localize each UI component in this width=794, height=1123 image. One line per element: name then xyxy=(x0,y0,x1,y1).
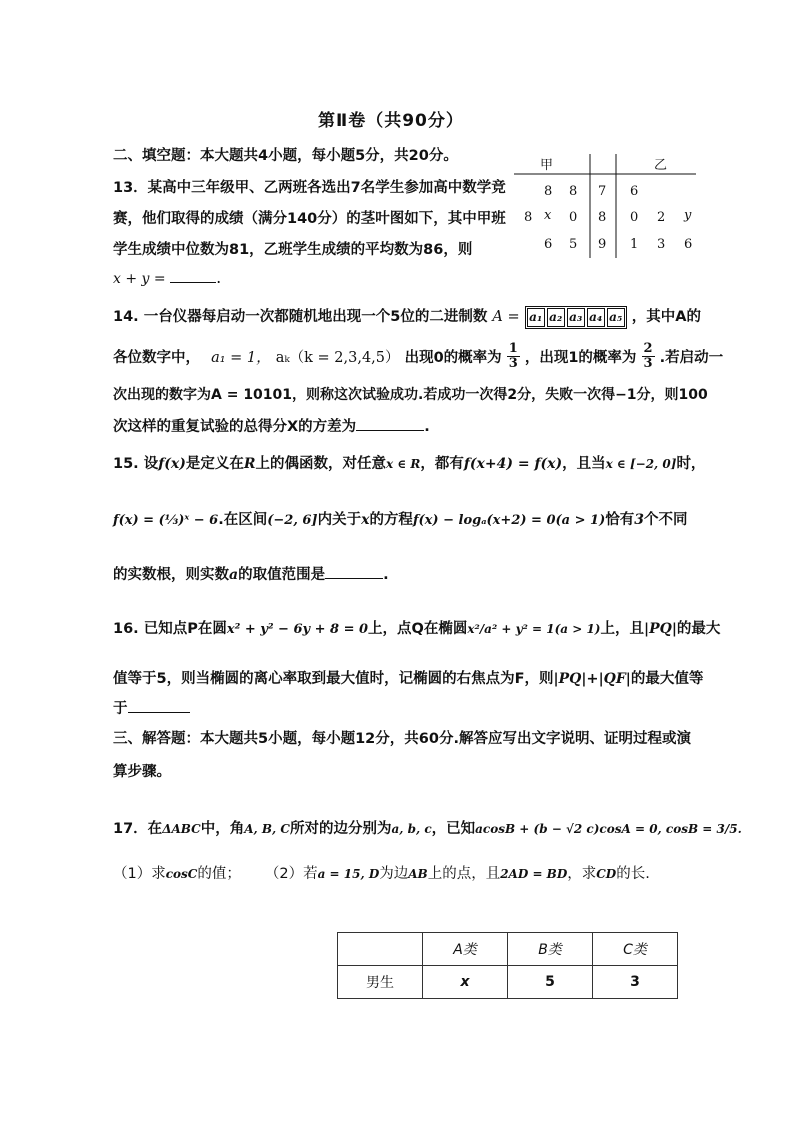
q14-blank[interactable] xyxy=(356,430,424,431)
q14-text: 出现0的概率为 xyxy=(404,350,502,366)
frac-den: 3 xyxy=(643,356,653,371)
q15-text: 15. 设 xyxy=(113,456,159,472)
leaf-right: 6 xyxy=(630,184,639,199)
q17-math: acosB + (b − √2 c)cosA = 0, cosB = 3/5. xyxy=(475,822,742,836)
q15-text: 的取值范围是 xyxy=(238,567,326,583)
stem-left-header: 甲 xyxy=(540,158,554,173)
binary-cell: a₂ xyxy=(547,308,565,327)
category-table xyxy=(337,932,678,999)
q17-math: 2AD = BD xyxy=(500,867,568,881)
leaf-left: 8 xyxy=(569,184,578,199)
table-cell: 5 xyxy=(508,966,593,999)
q17-text: ，求 xyxy=(567,866,597,882)
q17-line1 xyxy=(113,817,742,838)
q16-text: 值等于5，则当椭圆的离心率取到最大值时，记椭圆的右焦点为F，则 xyxy=(113,671,554,687)
fill-in-section-header: 二、填空题：本大题共4小题，每小题5分，共20分。 xyxy=(113,148,458,164)
prob-one-fraction xyxy=(642,342,655,371)
q14-cond2: aₖ（k = 2,3,4,5） xyxy=(275,350,400,366)
prob-zero-fraction xyxy=(507,342,520,371)
frac-num: 2 xyxy=(643,341,653,356)
frac-num: 1 xyxy=(508,341,518,356)
q14-text: 次这样的重复试验的总得分X的方差为 xyxy=(113,419,357,435)
q17-math: cosC xyxy=(165,867,198,881)
q15-text: 时， xyxy=(676,456,706,472)
binary-cell: a₅ xyxy=(607,308,625,327)
q15-text: 的方程 xyxy=(369,512,413,528)
q15-math: x ∈ [−2, 0] xyxy=(605,457,677,471)
q17-text: 上的点，且 xyxy=(427,866,501,882)
leaf-right: 2 xyxy=(657,210,666,225)
leaf-right: 3 xyxy=(657,237,666,252)
stem-right-header: 乙 xyxy=(654,158,668,173)
table-cell: x xyxy=(423,966,508,999)
q15-text: 个不同 xyxy=(643,512,688,528)
q15-math: f(x+4) = f(x) xyxy=(463,456,563,472)
solution-section-line2: 算步骤。 xyxy=(113,764,171,780)
q13-line2: 赛，他们取得的成绩（满分140分）的茎叶图如下，其中甲班 xyxy=(113,211,506,227)
q16-math: |PQ| xyxy=(644,621,677,637)
stem-value: 8 xyxy=(598,210,607,225)
stem-value: 7 xyxy=(598,184,607,199)
q15-text: ，都有 xyxy=(420,456,464,472)
q16-line2 xyxy=(113,667,703,688)
q14-text: ，出现1的概率为 xyxy=(524,350,637,366)
q14-line2 xyxy=(113,342,723,371)
q16-blank[interactable] xyxy=(128,712,190,713)
q14-line3: 次出现的数字为A = 10101，则称这次试验成功.若成功一次得2分，失败一次得−1分，则100 xyxy=(113,387,708,403)
q17-text: 的长. xyxy=(616,866,650,882)
leaf-left: 8 xyxy=(544,184,553,199)
q14-text: 14. 一台仪器每启动一次都随机地出现一个5位的二进制数 xyxy=(113,309,488,325)
q15-math: a xyxy=(229,567,239,583)
q13-line1: 13．某高中三年级甲、乙两班各选出7名学生参加高中数学竞 xyxy=(113,180,506,196)
q13-answer-line: x + y = . xyxy=(113,268,222,287)
table-header-cell: C类 xyxy=(593,933,678,966)
q15-line3: 的实数根，则实数a的取值范围是 . xyxy=(113,567,389,583)
q16-text: 的最大 xyxy=(676,621,721,637)
frac-den: 3 xyxy=(508,356,518,371)
q15-text: ，且当 xyxy=(562,456,606,472)
table-header-cell xyxy=(338,933,423,966)
table-header-cell: B类 xyxy=(508,933,593,966)
q14-text: .若启动一 xyxy=(659,350,724,366)
q17-math: A, B, C xyxy=(244,822,290,836)
q17-text: 为边 xyxy=(379,866,409,882)
q16-text: 16. 已知点P在圆 xyxy=(113,621,227,637)
q14-binary-cells xyxy=(525,306,627,329)
leaf-left-unknown: x xyxy=(544,208,552,223)
q15-text: 内关于 xyxy=(317,512,362,528)
leaf-right: 0 xyxy=(630,210,639,225)
stem-value: 9 xyxy=(598,237,607,252)
q17-text: 所对的边分别为 xyxy=(289,821,392,837)
q15-math: R xyxy=(243,456,256,472)
q17-text: ，已知 xyxy=(431,821,476,837)
q15-math: f(x) xyxy=(158,456,186,472)
q15-math: 3 xyxy=(634,512,644,528)
q17-text: 17．在 xyxy=(113,821,163,837)
q16-math: |PQ| xyxy=(553,671,587,687)
q14-line4: 次这样的重复试验的总得分X的方差为 . xyxy=(113,419,430,435)
q16-line1 xyxy=(113,617,720,638)
q15-math: f(x) − logₐ(x+2) = 0(a > 1) xyxy=(412,513,606,528)
q15-math: x xyxy=(361,512,370,528)
q16-text: 上，且 xyxy=(600,621,644,637)
q17-math: CD xyxy=(596,867,617,881)
q15-math: (−2, 6] xyxy=(267,513,318,528)
q15-line2 xyxy=(113,508,687,529)
q15-math: x ∈ R xyxy=(386,457,421,471)
table-row xyxy=(338,966,678,999)
binary-cell: a₃ xyxy=(567,308,585,327)
q17-math: ΔABC xyxy=(162,822,201,836)
leaf-right-unknown: y xyxy=(684,208,692,223)
stem-leaf-plot xyxy=(512,152,698,260)
q16-line3 xyxy=(113,697,190,718)
q17-text: （2）若 xyxy=(264,866,318,882)
q13-line3: 学生成绩中位数为81，乙班学生成绩的平均数为86，则 xyxy=(113,242,473,258)
table-cell: 3 xyxy=(593,966,678,999)
q16-text: 于 xyxy=(113,701,128,717)
table-header-cell: A类 xyxy=(423,933,508,966)
q15-blank[interactable] xyxy=(325,578,383,579)
q16-math: |QF| xyxy=(598,671,631,687)
q15-text: .在区间 xyxy=(218,512,268,528)
q15-text: 是定义在 xyxy=(185,456,244,472)
q15-math: f(x) = (⅓)ˣ − 6 xyxy=(113,513,219,528)
q14-a-eq: A = xyxy=(492,309,520,325)
q14-text: 各位数字中， xyxy=(113,350,200,366)
q14-text: ，其中A的 xyxy=(631,309,701,325)
table-cell: 男生 xyxy=(338,966,423,999)
q17-text: 中，角 xyxy=(200,821,245,837)
q15-text: 恰有 xyxy=(605,512,635,528)
q17-text: 的值； xyxy=(197,866,241,882)
q17-text: （1）求 xyxy=(113,866,166,882)
q15-line1 xyxy=(113,452,705,473)
q15-text: 上的偶函数，对任意 xyxy=(255,456,387,472)
binary-cell: a₁ xyxy=(527,308,545,327)
binary-cell: a₄ xyxy=(587,308,605,327)
leaf-right: 6 xyxy=(684,237,693,252)
leaf-left: 8 xyxy=(524,210,533,225)
q13-expression: x + y = xyxy=(113,271,171,287)
leaf-left: 0 xyxy=(569,210,578,225)
q17-math: a = 15, D xyxy=(317,867,380,881)
q14-line1 xyxy=(113,305,701,329)
solution-section-line1: 三、解答题：本大题共5小题，每小题12分，共60分.解答应写出文字说明、证明过程或演 xyxy=(113,731,691,747)
q16-text: + xyxy=(586,671,599,687)
q14-cond1: a₁ = 1， xyxy=(211,350,271,366)
q16-text: 上，点Q在椭圆 xyxy=(368,621,468,637)
leaf-left: 6 xyxy=(544,237,553,252)
q15-text: 的实数根，则实数 xyxy=(113,567,229,583)
q16-text: 的最大值等 xyxy=(630,671,704,687)
q16-math: x²/a² + y² = 1(a > 1) xyxy=(467,622,601,636)
q16-math: x² + y² − 6y + 8 = 0 xyxy=(226,622,369,637)
section-title: 第Ⅱ卷（共90分） xyxy=(318,111,464,131)
q17-line2 xyxy=(113,862,650,883)
q17-math: AB xyxy=(408,867,428,881)
leaf-left: 5 xyxy=(569,237,578,252)
q13-blank[interactable] xyxy=(170,282,216,283)
leaf-right: 1 xyxy=(630,237,639,252)
q17-math: a, b, c xyxy=(391,822,432,836)
table-header-row xyxy=(338,933,678,966)
